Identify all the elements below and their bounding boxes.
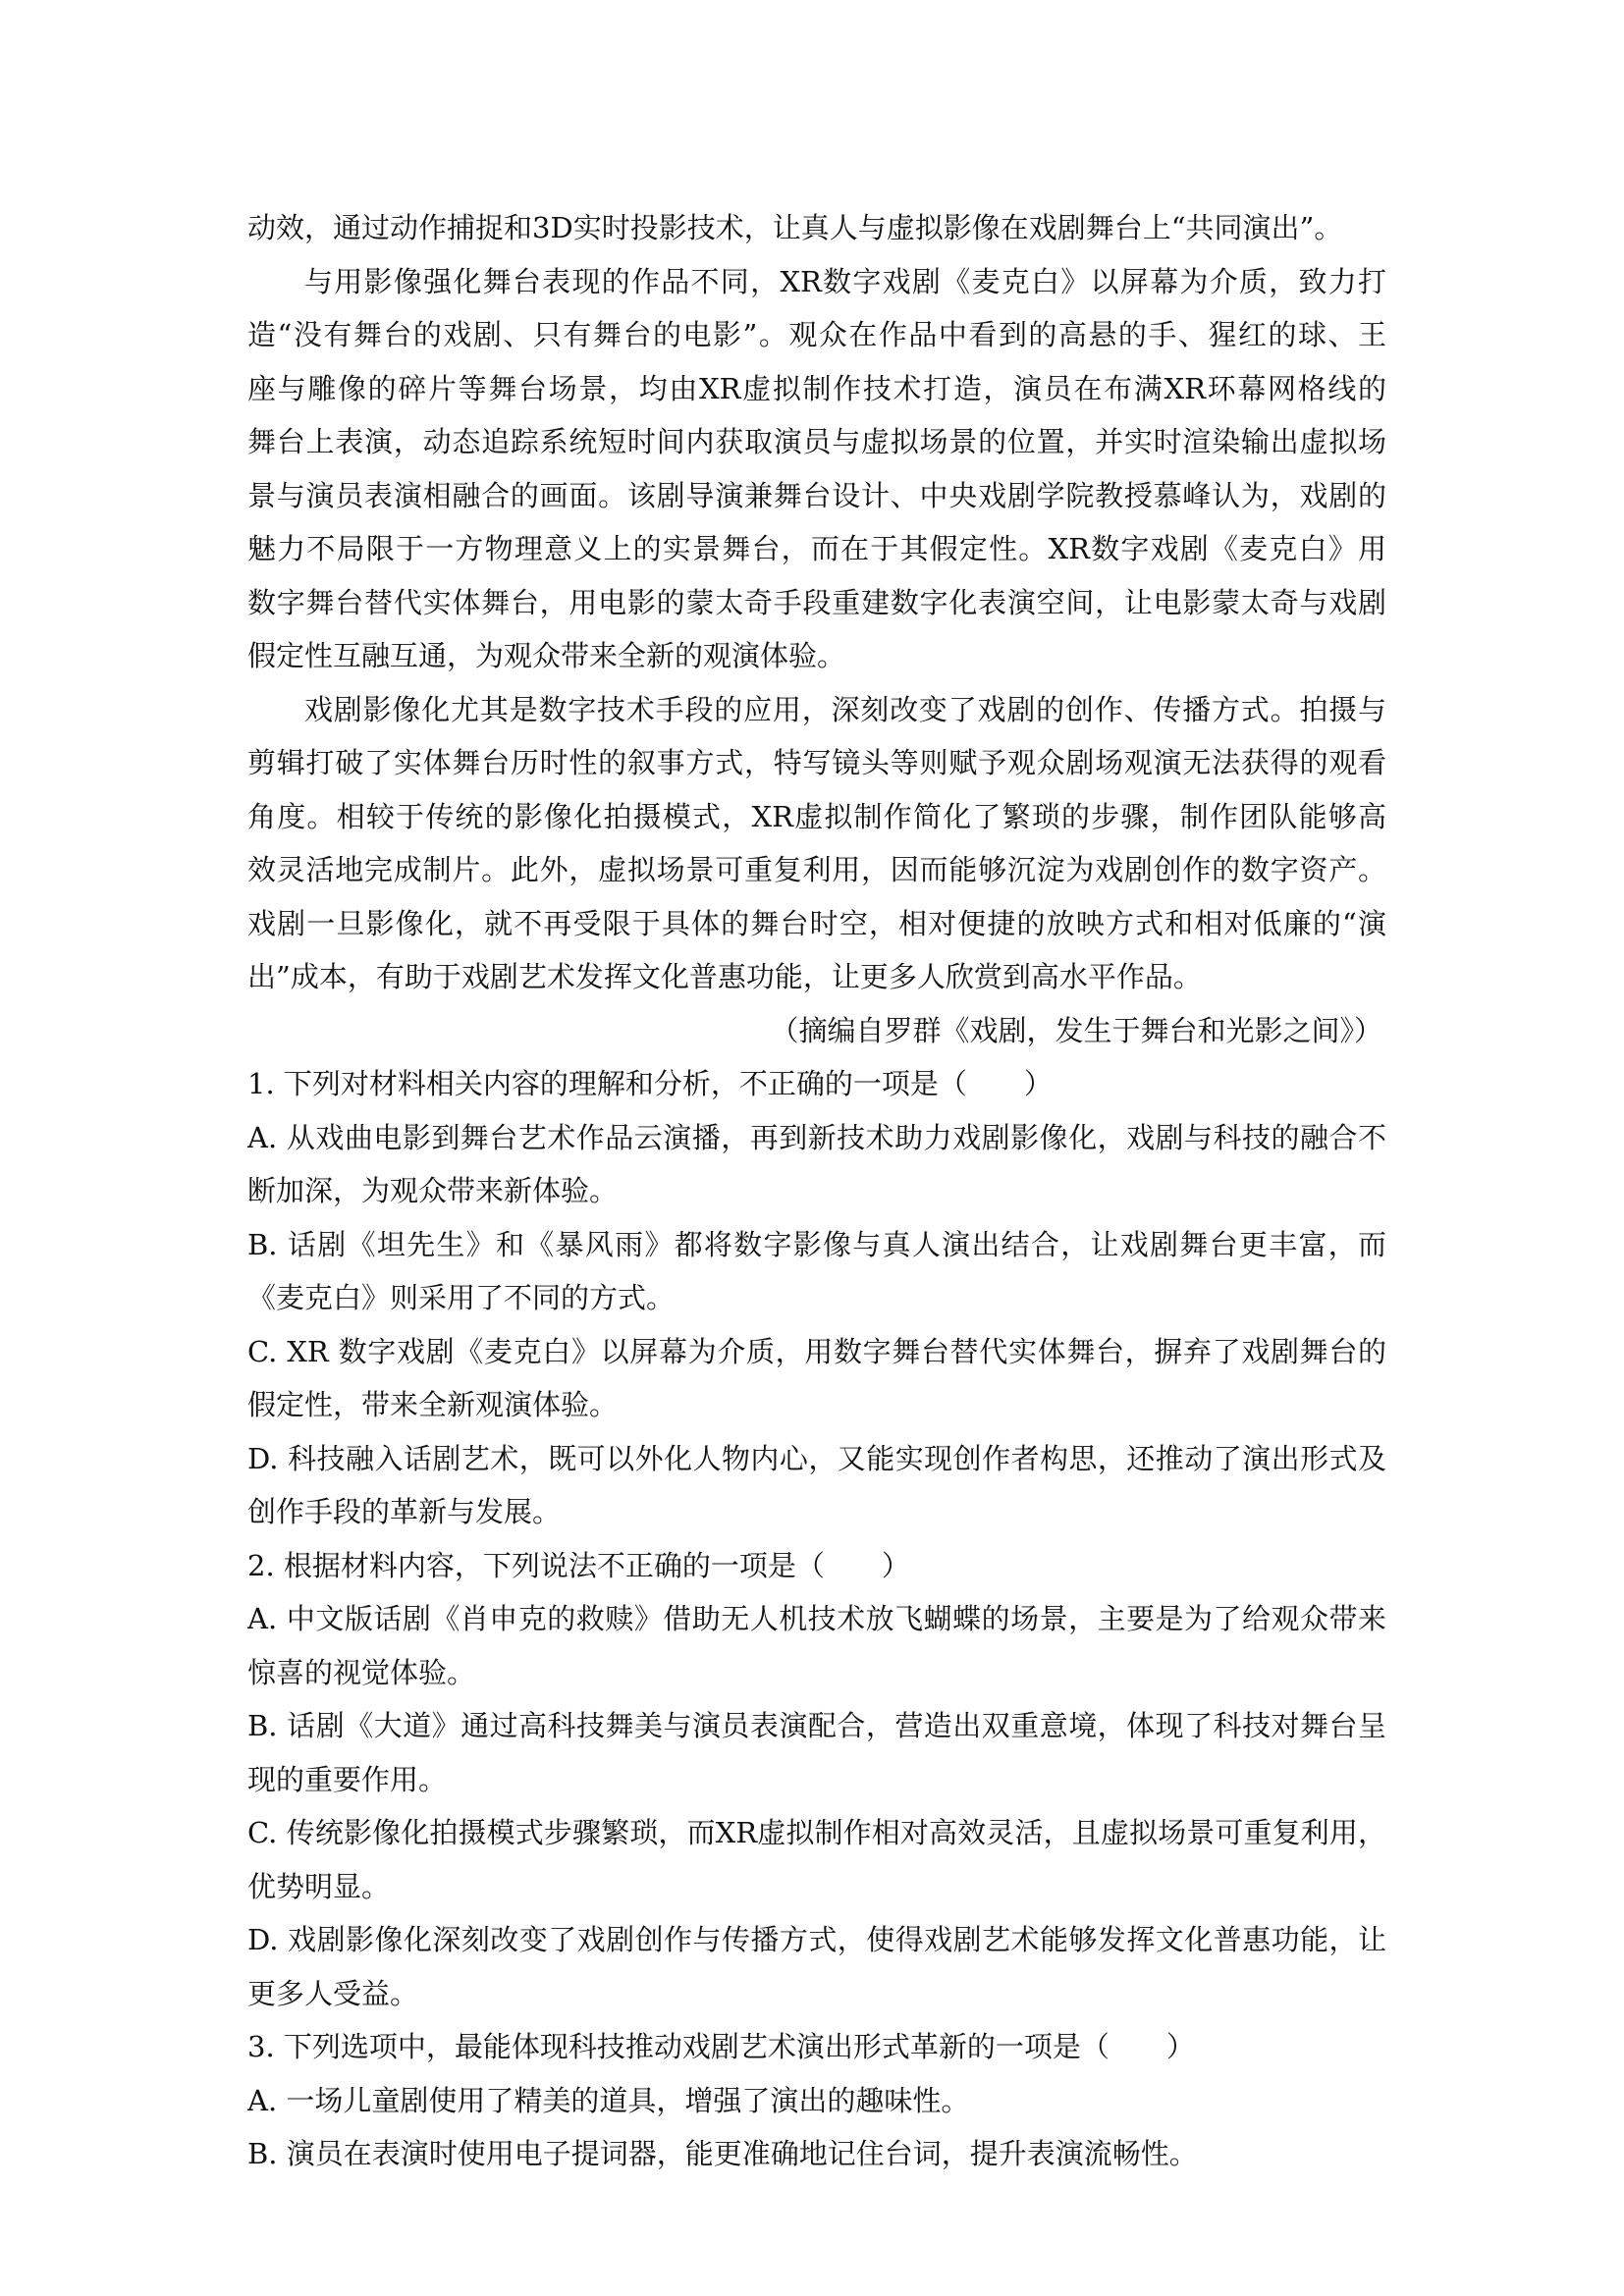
question-1-option-b: B. 话剧《坦先生》和《暴风雨》都将数字影像与真人演出结合，让戏剧舞台更丰富，而	[247, 1227, 1386, 1261]
article-paragraph-line: 景与演员表演相融合的画面。该剧导演兼舞台设计、中央戏剧学院教授慕峰认为，戏剧的	[247, 478, 1386, 512]
article-paragraph-line: 假定性互融互通，为观众带来全新的观演体验。	[247, 639, 846, 672]
question-2-stem: 2. 根据材料内容，下列说法不正确的一项是（ ）	[247, 1548, 910, 1582]
question-1-option-c-cont: 假定性，带来全新观演体验。	[247, 1388, 619, 1421]
question-2-option-d-cont: 更多人受益。	[247, 1976, 419, 2010]
question-2-option-a: A. 中文版话剧《肖申克的救赎》借助无人机技术放飞蝴蝶的场景，主要是为了给观众带来	[247, 1602, 1386, 1635]
question-1-option-b-cont: 《麦克白》则采用了不同的方式。	[247, 1281, 676, 1314]
question-1-option-a-cont: 断加深，为观众带来新体验。	[247, 1174, 619, 1207]
article-paragraph-line: 动效，通过动作捕捉和3D实时投影技术，让真人与虚拟影像在戏剧舞台上“共同演出”。	[247, 211, 1343, 244]
article-paragraph-line: 座与雕像的碎片等舞台场景，均由XR虚拟制作技术打造，演员在布满XR环幕网格线的	[247, 371, 1386, 405]
article-paragraph-line: 剪辑打破了实体舞台历时性的叙事方式，特写镜头等则赋予观众剧场观演无法获得的观看	[247, 746, 1386, 779]
question-3-option-a: A. 一场儿童剧使用了精美的道具，增强了演出的趣味性。	[247, 2083, 970, 2117]
article-paragraph-line: 效灵活地完成制片。此外，虚拟场景可重复利用，因而能够沉淀为戏剧创作的数字资产。	[247, 853, 1386, 886]
question-1-stem: 1. 下列对材料相关内容的理解和分析，不正确的一项是（ ）	[247, 1067, 1053, 1100]
question-2-option-b-cont: 现的重要作用。	[247, 1762, 448, 1796]
article-paragraph-line: 戏剧影像化尤其是数字技术手段的应用，深刻改变了戏剧的创作、传播方式。拍摄与	[304, 692, 1386, 726]
question-2-option-a-cont: 惊喜的视觉体验。	[247, 1655, 476, 1689]
question-2-option-b: B. 话剧《大道》通过高科技舞美与演员表演配合，营造出双重意境，体现了科技对舞台呈	[247, 1709, 1386, 1742]
article-paragraph-line: 魅力不局限于一方物理意义上的实景舞台，而在于其假定性。XR数字戏剧《麦克白》用	[247, 532, 1386, 565]
question-2-option-d: D. 戏剧影像化深刻改变了戏剧创作与传播方式，使得戏剧艺术能够发挥文化普惠功能，让	[247, 1923, 1386, 1956]
article-paragraph-line: 与用影像强化舞台表现的作品不同，XR数字戏剧《麦克白》以屏幕为介质，致力打	[304, 264, 1386, 298]
document-page	[247, 201, 1386, 2181]
question-3-stem: 3. 下列选项中，最能体现科技推动戏剧艺术演出形式革新的一项是（ ）	[247, 2030, 1195, 2063]
question-3-option-b: B. 演员在表演时使用电子提词器，能更准确地记住台词，提升表演流畅性。	[247, 2137, 1198, 2170]
question-1-option-c: C. XR 数字戏剧《麦克白》以屏幕为介质，用数字舞台替代实体舞台，摒弃了戏剧舞台的	[247, 1334, 1386, 1368]
question-2-option-c-cont: 优势明显。	[247, 1869, 391, 1903]
article-source: （摘编自罗群《戏剧，发生于舞台和光影之间》）	[770, 1013, 1382, 1047]
article-paragraph-line: 数字舞台替代实体舞台，用电影的蒙太奇手段重建数字化表演空间，让电影蒙太奇与戏剧	[247, 585, 1386, 619]
article-paragraph-line: 戏剧一旦影像化，就不再受限于具体的舞台时空，相对便捷的放映方式和相对低廉的“演	[247, 906, 1386, 940]
question-1-option-d-cont: 创作手段的革新与发展。	[247, 1495, 562, 1528]
article-paragraph-line: 出”成本，有助于戏剧艺术发挥文化普惠功能，让更多人欣赏到高水平作品。	[247, 960, 1202, 993]
article-paragraph-line: 舞台上表演，动态追踪系统短时间内获取演员与虚拟场景的位置，并实时渲染输出虚拟场	[247, 425, 1386, 458]
article-paragraph-line: 角度。相较于传统的影像化拍摄模式，XR虚拟制作简化了繁琐的步骤，制作团队能够高	[247, 799, 1386, 833]
question-1-option-a: A. 从戏曲电影到舞台艺术作品云演播，再到新技术助力戏剧影像化，戏剧与科技的融合不	[247, 1120, 1386, 1154]
question-2-option-c: C. 传统影像化拍摄模式步骤繁琐，而XR虚拟制作相对高效灵活，且虚拟场景可重复利用，	[247, 1816, 1386, 1849]
question-1-option-d: D. 科技融入话剧艺术，既可以外化人物内心，又能实现创作者构思，还推动了演出形式及	[247, 1441, 1386, 1475]
article-paragraph-line: 造“没有舞台的戏剧、只有舞台的电影”。观众在作品中看到的高悬的手、猩红的球、王	[247, 318, 1386, 351]
